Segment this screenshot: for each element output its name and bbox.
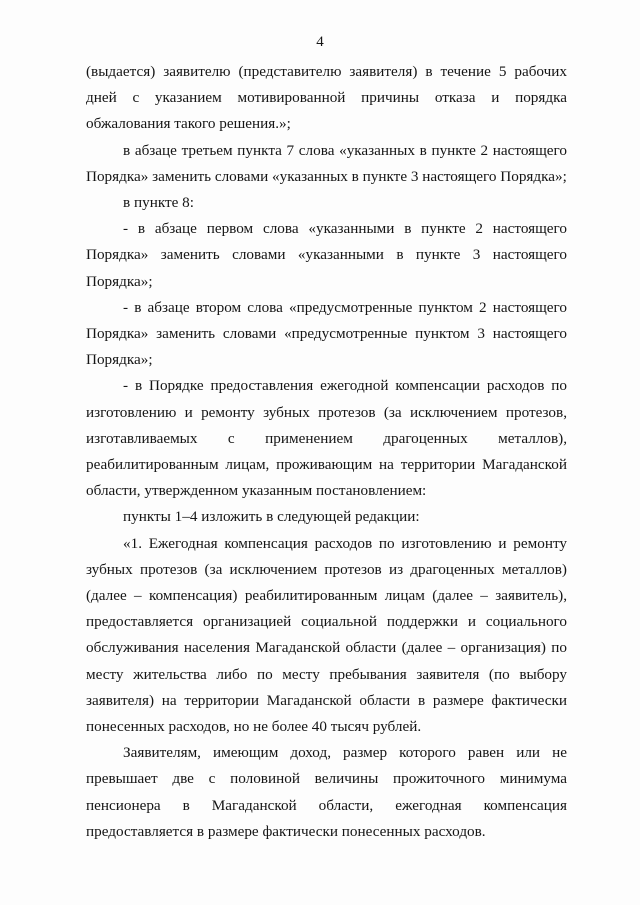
paragraph-income-condition: Заявителям, имеющим доход, размер которого равен или не превышает две с половиной величины прожиточного минимума пенсионера в Магаданской области, ежегодная компенсация предоставляется в размере фактически понесенных расходов. xyxy=(86,744,567,840)
paragraph-point-1-new-wording: «1. Ежегодная компенсация расходов по изготовлению и ремонту зубных протезов (за исключением протезов из драгоценных металлов) (далее – компенсация) реабилитированным лицам (далее – заявитель), предоставляется организацией социальной поддержки и социального обслуживания населения Магаданской области (далее – организация) по месту жительства либо по месту пребывания заявителя (по выбору заявителя) на территории Магаданской области в размере фактически понесенных расходов, но не более 40 тысяч рублей. xyxy=(86,534,567,736)
paragraph-refusal-notice: (выдается) заявителю (представителю заявителя) в течение 5 рабочих дней с указанием мотивированной причины отказа и порядка обжалования такого решения.»; xyxy=(86,63,567,133)
paragraph-point-7-amendment: в абзаце третьем пункта 7 слова «указанных в пункте 2 настоящего Порядка» заменить словами «указанных в пункте 3 настоящего Порядка»; xyxy=(86,141,567,185)
document-body xyxy=(86,59,567,845)
paragraph-point-8-first-subparagraph: - в абзаце первом слова «указанными в пункте 2 настоящего Порядка» заменить словами «указанными в пункте 3 настоящего Порядка»; xyxy=(86,220,567,290)
paragraph-point-8-heading: в пункте 8: xyxy=(123,194,194,212)
paragraph-new-wording-intro: пункты 1–4 изложить в следующей редакции: xyxy=(123,508,420,526)
paragraph-compensation-procedure: - в Порядке предоставления ежегодной компенсации расходов по изготовлению и ремонту зубных протезов (за исключением протезов, изготавливаемых с применением драгоценных металлов), реабилитированным лицам, проживающим на территории Магаданской области, утвержденном указанным постановлением: xyxy=(86,377,567,500)
page-number: 4 xyxy=(316,34,324,50)
paragraph-point-8-second-subparagraph: - в абзаце втором слова «предусмотренные пунктом 2 настоящего Порядка» заменить словами «предусмотренные пунктом 3 настоящего Порядка»; xyxy=(86,298,567,369)
